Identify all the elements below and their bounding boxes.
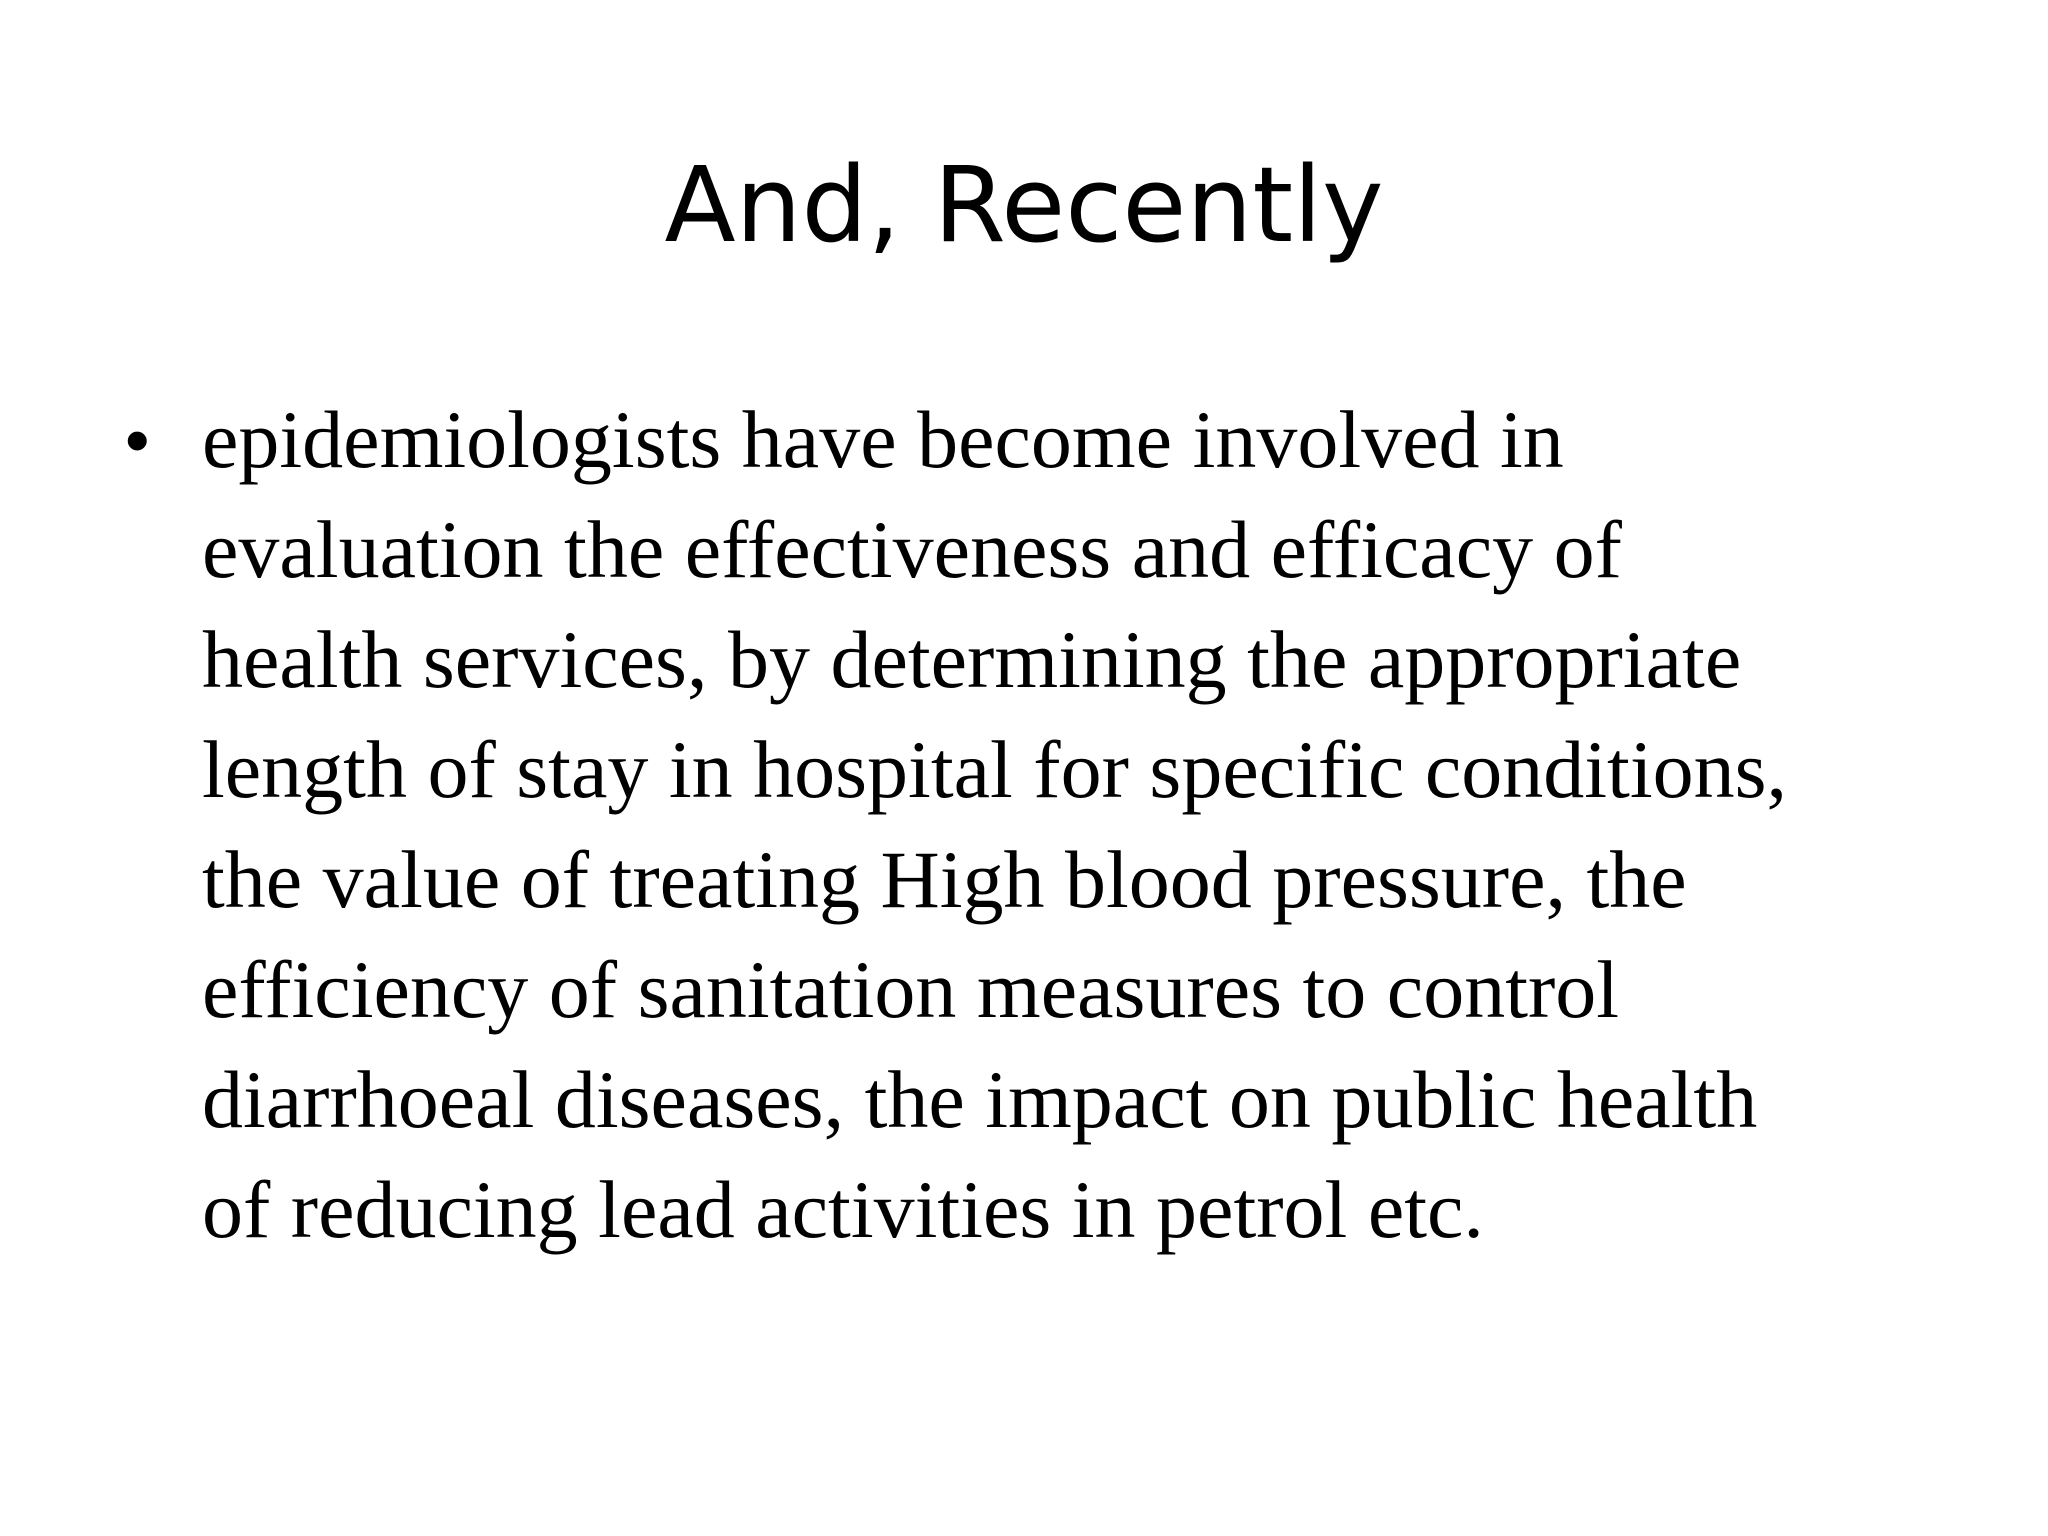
bullet-dot-icon: • <box>125 401 150 479</box>
bullet-text-line: efficiency of sanitation measures to control <box>202 944 1620 1035</box>
bullet-text-line: length of stay in hospital for specific conditions, <box>202 724 1788 815</box>
bullet-text-line: epidemiologists have become involved in <box>202 394 1564 485</box>
bullet-text-line: of reducing lead activities in petrol etc. <box>202 1164 1484 1255</box>
bullet-text-line: diarrhoeal diseases, the impact on public health <box>202 1054 1758 1145</box>
bullet-text <box>202 385 2002 1265</box>
bullet-text-line: the value of treating High blood pressure, the <box>202 834 1687 925</box>
slide-title: And, Recently <box>664 144 1384 266</box>
bullet-text-line: health services, by determining the appropriate <box>202 614 1742 705</box>
bullet-text-line: evaluation the effectiveness and efficacy of <box>202 504 1622 595</box>
